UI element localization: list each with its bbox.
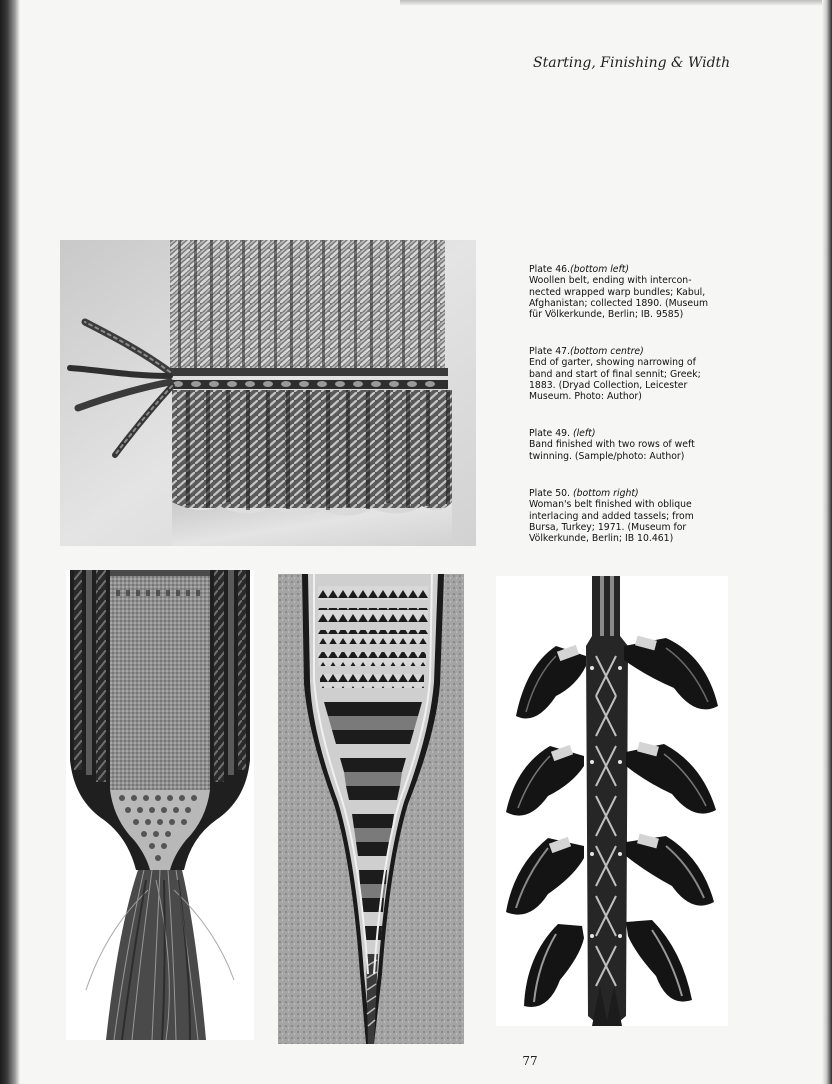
photo-plate-47-garter-end xyxy=(278,574,464,1044)
caption-plate-46-line-1: Woollen belt, ending with intercon- xyxy=(529,275,692,287)
caption-plate-50-number: Plate 50. xyxy=(529,488,570,499)
caption-plate-49-position: (left) xyxy=(572,428,596,439)
page-number: 77 xyxy=(522,1054,538,1068)
caption-plate-47 xyxy=(529,346,739,402)
caption-plate-50-line-1: Woman's belt finished with oblique xyxy=(529,499,692,511)
page-top-edge xyxy=(400,0,832,6)
caption-plate-47-position: (bottom centre) xyxy=(570,346,644,357)
caption-plate-47-line-3: 1883. (Dryad Collection, Leicester xyxy=(529,379,688,391)
caption-plate-46-line-2: nected wrapped warp bundles; Kabul, xyxy=(529,286,706,298)
caption-plate-49 xyxy=(529,428,739,462)
caption-plate-50-line-2: interlacing and added tassels; from xyxy=(529,510,694,522)
caption-plate-47-number: Plate 47. xyxy=(529,346,570,357)
caption-plate-50-line-4: Völkerkunde, Berlin; IB 10.461) xyxy=(529,533,674,545)
caption-plate-46-number: Plate 46. xyxy=(529,264,570,275)
photo-plate-50-tasseled-belt xyxy=(496,576,728,1026)
photo-plate-49-twined-fringe xyxy=(60,240,476,546)
caption-plate-50 xyxy=(529,488,739,544)
caption-plate-46-line-4: für Völkerkunde, Berlin; IB. 9585) xyxy=(529,309,684,321)
caption-plate-46-position: (bottom left) xyxy=(570,264,630,275)
caption-plate-49-line-1: Band finished with two rows of weft xyxy=(529,439,695,451)
caption-plate-47-line-4: Museum. Photo: Author) xyxy=(529,391,642,403)
caption-plate-49-line-2: twinning. (Sample/photo: Author) xyxy=(529,450,685,462)
caption-plate-49-number: Plate 49. xyxy=(529,428,570,439)
book-gutter-shadow xyxy=(0,0,20,1084)
caption-plate-46 xyxy=(529,264,739,320)
caption-plate-47-line-2: band and start of final sennit; Greek; xyxy=(529,368,701,380)
caption-plate-50-line-3: Bursa, Turkey; 1971. (Museum for xyxy=(529,521,687,533)
photo-plate-46-woollen-belt xyxy=(66,570,254,1040)
page-edge-shadow xyxy=(822,0,832,1084)
caption-plate-50-position: (bottom right) xyxy=(572,488,639,499)
caption-plate-47-line-1: End of garter, showing narrowing of xyxy=(529,357,696,369)
caption-plate-46-line-3: Afghanistan; collected 1890. (Museum xyxy=(529,297,709,309)
running-head: Starting, Finishing & Width xyxy=(533,55,731,71)
